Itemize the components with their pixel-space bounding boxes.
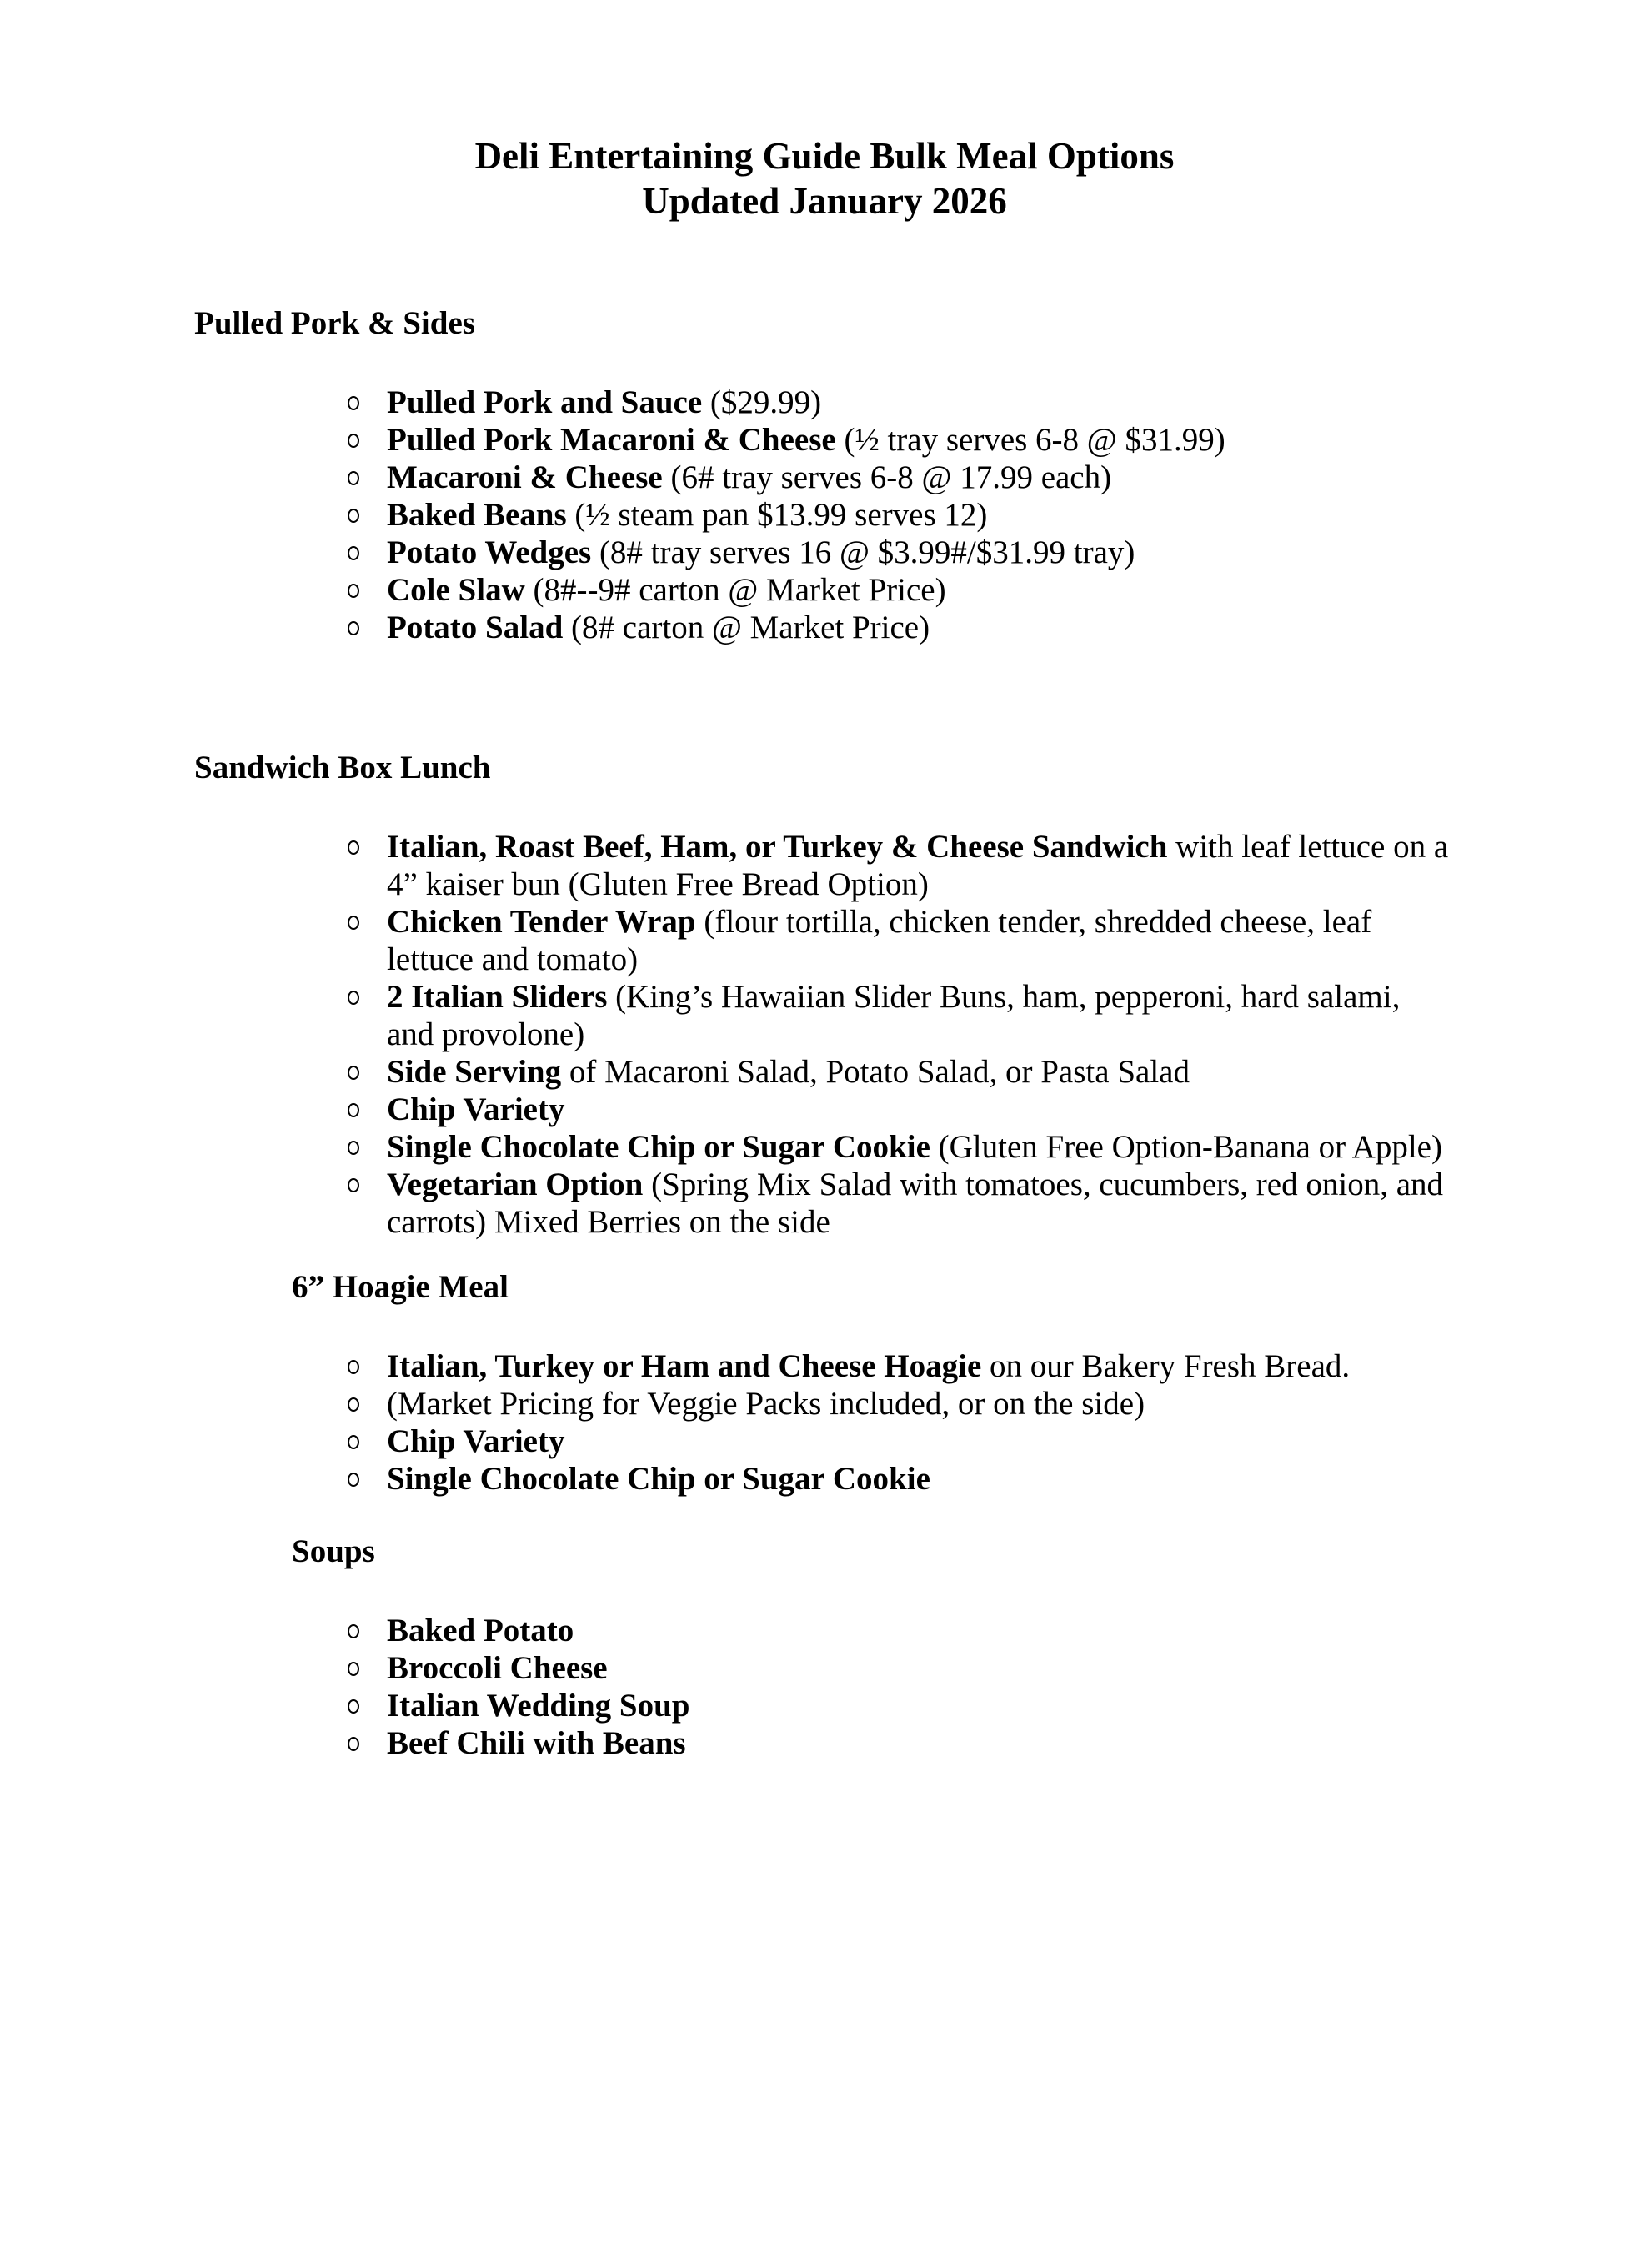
- bullet-icon: [348, 509, 359, 523]
- bullet-icon: [348, 1360, 359, 1374]
- bullet-icon: [348, 1662, 359, 1676]
- item-name: Single Chocolate Chip or Sugar Cookie: [387, 1129, 930, 1165]
- list-item-text: [387, 1054, 1190, 1090]
- list-item: [194, 903, 1455, 978]
- item-detail: (King’s Hawaiian Slider Buns, ham, pepperoni, hard salami, and provolone): [387, 979, 1401, 1052]
- item-name: Potato Wedges: [387, 534, 592, 570]
- item-detail: of Macaroni Salad, Potato Salad, or Pasta Salad: [561, 1054, 1190, 1090]
- item-detail: (8# tray serves 16 @ $3.99#/$31.99 tray): [591, 534, 1135, 570]
- bullet-icon: [348, 840, 359, 855]
- list-item: [194, 384, 1455, 421]
- bullet-icon: [348, 1103, 359, 1117]
- list-item: [194, 1612, 1455, 1649]
- list-item-text: [387, 904, 1371, 977]
- list-item: [194, 1460, 1455, 1498]
- list-item-text: [387, 1091, 564, 1127]
- list-item-text: [387, 979, 1400, 1052]
- list-item: [194, 978, 1455, 1053]
- item-name: Italian, Roast Beef, Ham, or Turkey & Cheese Sandwich: [387, 829, 1168, 865]
- section-heading: 6” Hoagie Meal: [292, 1269, 509, 1305]
- item-detail: (½ tray serves 6-8 @ $31.99): [835, 422, 1225, 458]
- bullet-icon: [348, 1737, 359, 1751]
- list-item: [194, 571, 1455, 609]
- item-detail: (½ steam pan $13.99 serves 12): [566, 497, 988, 533]
- bullet-icon: [348, 1435, 359, 1449]
- bullet-icon: [348, 471, 359, 485]
- list-item-text: [387, 610, 930, 645]
- document-page: [0, 133, 1649, 2268]
- bullet-list: [194, 1347, 1455, 1498]
- bullet-icon: [348, 396, 359, 410]
- list-item: [194, 1724, 1455, 1762]
- item-name: Macaroni & Cheese: [387, 459, 663, 495]
- list-item-text: [387, 1423, 564, 1459]
- list-item-text: [387, 829, 1448, 902]
- menu-section: [194, 749, 1455, 1241]
- bullet-icon: [348, 1066, 359, 1080]
- list-item: [194, 828, 1455, 903]
- item-detail: on our Bakery Fresh Bread.: [981, 1348, 1351, 1384]
- bullet-icon: [348, 1473, 359, 1487]
- list-item: [194, 459, 1455, 496]
- item-detail: (flour tortilla, chicken tender, shredded cheese, leaf lettuce and tomato): [387, 904, 1372, 977]
- menu-section: [194, 304, 1455, 646]
- list-item: [194, 1166, 1455, 1241]
- bullet-icon: [348, 434, 359, 448]
- item-detail: (8# carton @ Market Price): [563, 610, 930, 645]
- bullet-icon: [348, 1141, 359, 1155]
- bullet-icon: [348, 621, 359, 635]
- section-heading: Soups: [292, 1533, 375, 1569]
- item-name: Cole Slaw: [387, 572, 525, 608]
- list-item: [194, 1385, 1455, 1423]
- item-name: Side Serving: [387, 1054, 562, 1090]
- list-item-text: [387, 1650, 608, 1686]
- section-heading: Pulled Pork & Sides: [194, 305, 475, 341]
- list-item-text: [387, 1386, 1145, 1422]
- item-name: Chicken Tender Wrap: [387, 904, 696, 940]
- list-item-text: [387, 1613, 574, 1648]
- sections-container: [194, 304, 1455, 1762]
- bullet-icon: [348, 584, 359, 598]
- list-item: [194, 496, 1455, 534]
- bullet-list: [194, 1612, 1455, 1762]
- bullet-icon: [348, 1624, 359, 1638]
- list-item-text: [387, 497, 987, 533]
- bullet-icon: [348, 1699, 359, 1714]
- item-detail: ($29.99): [702, 384, 822, 420]
- item-name: Baked Beans: [387, 497, 567, 533]
- list-item-text: [387, 1688, 689, 1724]
- item-name: Pulled Pork and Sauce: [387, 384, 703, 420]
- item-name: 2 Italian Sliders: [387, 979, 608, 1015]
- list-item: [194, 1128, 1455, 1166]
- list-item: [194, 1091, 1455, 1128]
- item-name: Chip Variety: [387, 1423, 565, 1459]
- item-name: Italian, Turkey or Ham and Cheese Hoagie: [387, 1348, 982, 1384]
- bullet-icon: [348, 1178, 359, 1192]
- item-name: Beef Chili with Beans: [387, 1725, 686, 1761]
- list-item: [194, 1053, 1455, 1091]
- list-item: [194, 1687, 1455, 1724]
- menu-section: [194, 1268, 1455, 1498]
- list-item-text: [387, 1129, 1442, 1165]
- item-detail: (Spring Mix Salad with tomatoes, cucumbers, red onion, and carrots) Mixed Berries on the side: [387, 1167, 1443, 1240]
- item-name: Single Chocolate Chip or Sugar Cookie: [387, 1461, 930, 1497]
- list-item: [194, 421, 1455, 459]
- document-title: [194, 133, 1455, 223]
- item-name: Baked Potato: [387, 1613, 574, 1648]
- list-item: [194, 534, 1455, 571]
- item-name: Vegetarian Option: [387, 1167, 644, 1202]
- menu-section: [194, 1533, 1455, 1762]
- list-item-text: [387, 534, 1135, 570]
- item-name: Broccoli Cheese: [387, 1650, 608, 1686]
- list-item-text: [387, 459, 1111, 495]
- bullet-list: [194, 828, 1455, 1241]
- item-name: Italian Wedding Soup: [387, 1688, 690, 1724]
- list-item: [194, 609, 1455, 646]
- list-item-text: [387, 1461, 930, 1497]
- bullet-icon: [348, 916, 359, 930]
- list-item-text: [387, 384, 821, 420]
- list-item-text: [387, 422, 1225, 458]
- item-name: Pulled Pork Macaroni & Cheese: [387, 422, 836, 458]
- title-line-2: Updated January 2026: [642, 180, 1007, 222]
- item-detail: with leaf lettuce on a 4” kaiser bun (Gluten Free Bread Option): [387, 829, 1449, 902]
- item-detail: (8#--9# carton @ Market Price): [524, 572, 946, 608]
- list-item-text: [387, 572, 946, 608]
- section-heading: Sandwich Box Lunch: [194, 750, 491, 785]
- bullet-icon: [348, 1397, 359, 1412]
- list-item-text: [387, 1348, 1350, 1384]
- bullet-list: [194, 384, 1455, 646]
- list-item: [194, 1423, 1455, 1460]
- list-item: [194, 1649, 1455, 1687]
- item-detail: (Market Pricing for Veggie Packs included, or on the side): [387, 1386, 1145, 1422]
- list-item-text: [387, 1725, 686, 1761]
- list-item-text: [387, 1167, 1443, 1240]
- list-item: [194, 1347, 1455, 1385]
- item-name: Potato Salad: [387, 610, 564, 645]
- bullet-icon: [348, 991, 359, 1005]
- item-detail: (6# tray serves 6-8 @ 17.99 each): [662, 459, 1112, 495]
- item-detail: (Gluten Free Option-Banana or Apple): [930, 1129, 1442, 1165]
- item-name: Chip Variety: [387, 1091, 565, 1127]
- title-line-1: Deli Entertaining Guide Bulk Meal Options: [474, 135, 1175, 177]
- bullet-icon: [348, 546, 359, 560]
